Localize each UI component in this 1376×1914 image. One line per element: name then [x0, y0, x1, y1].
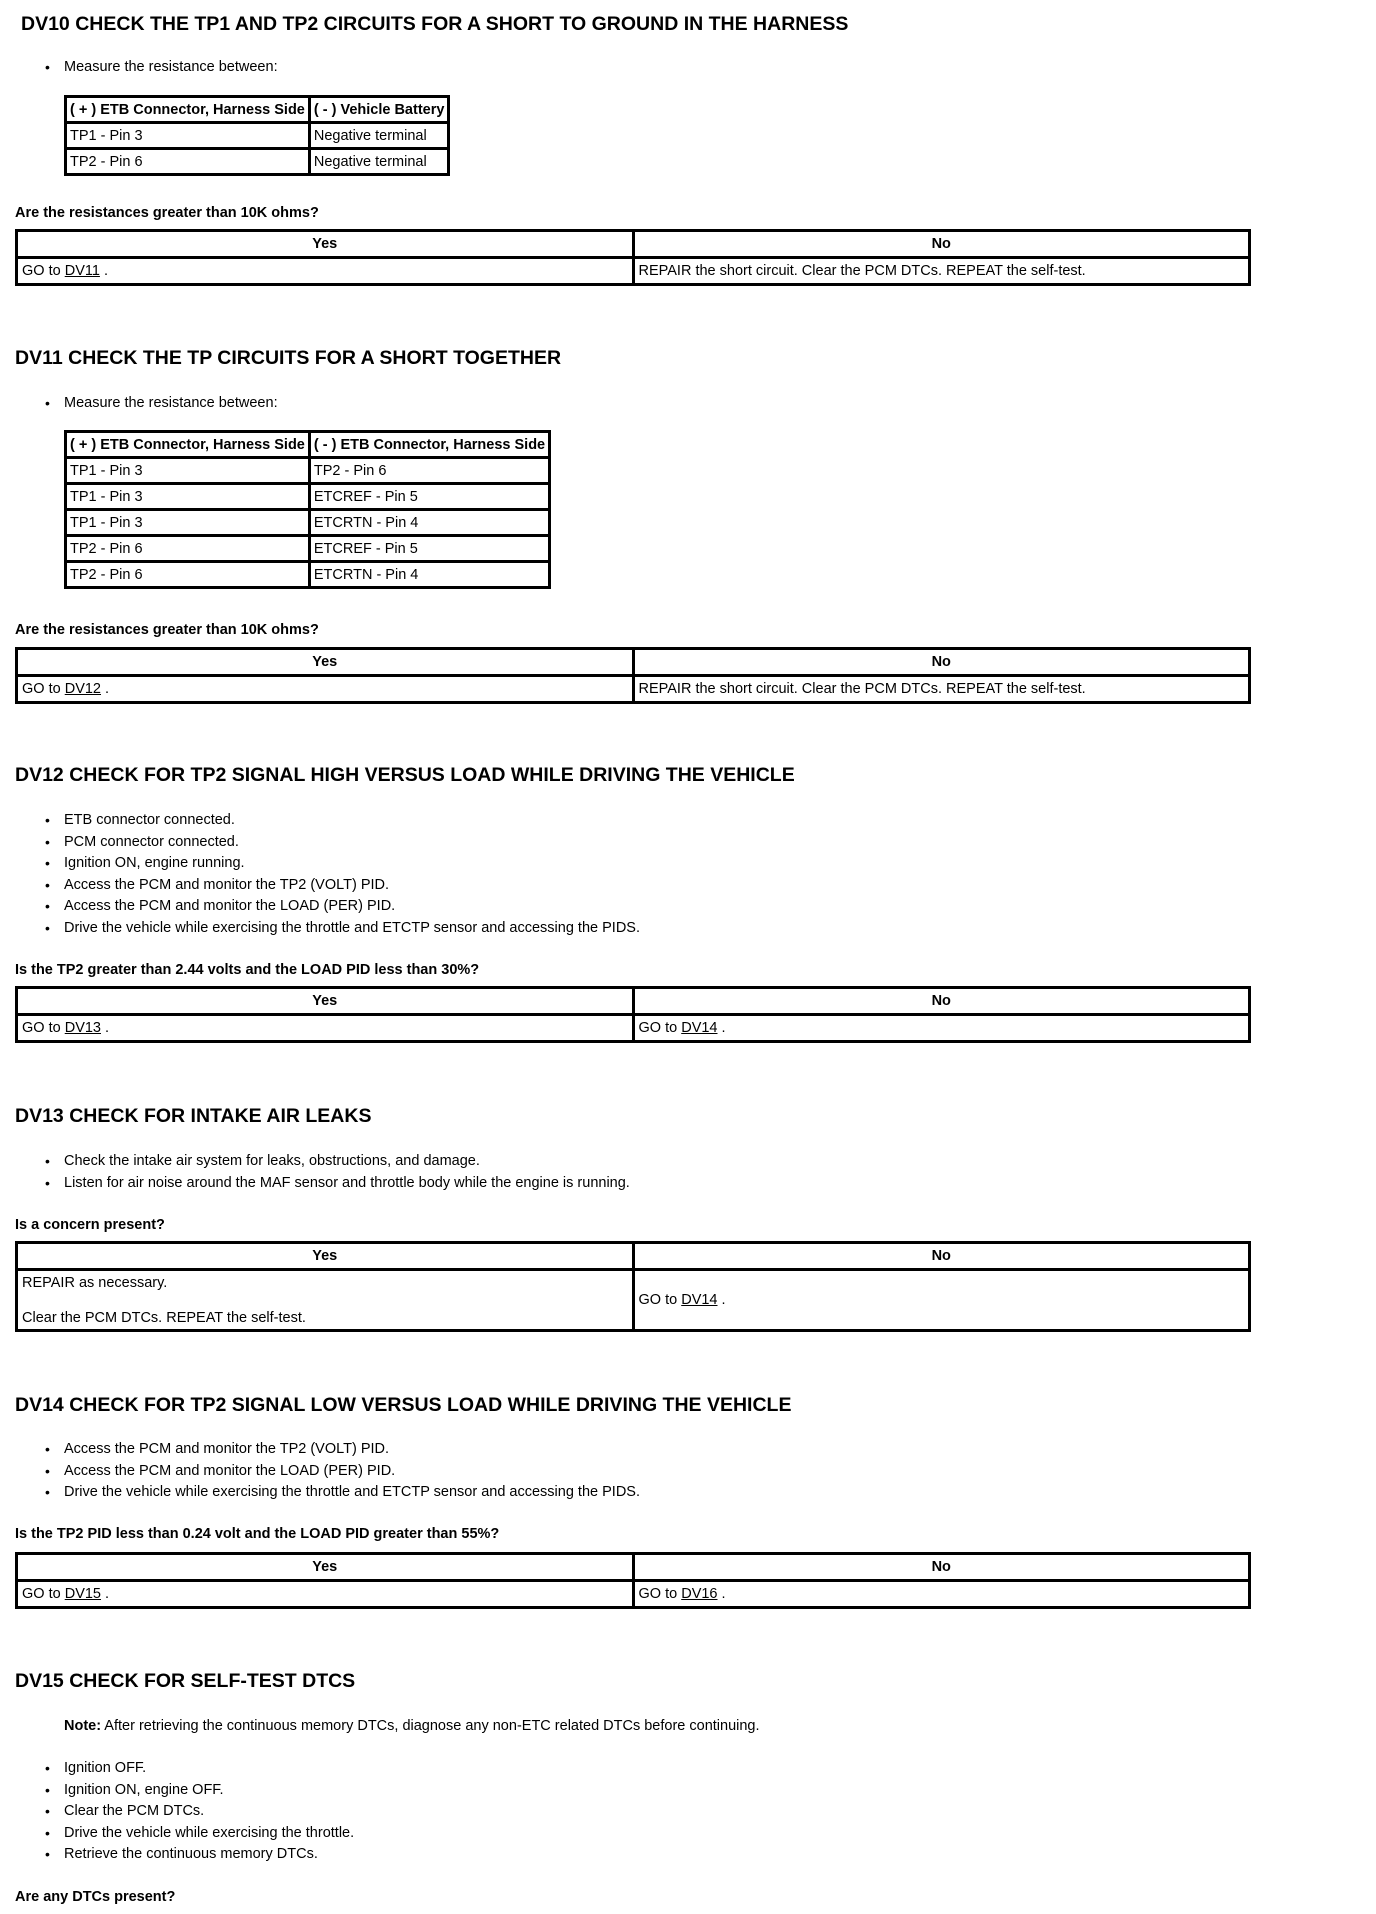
period: .: [721, 1292, 726, 1308]
go-to-text: GO to: [22, 263, 61, 279]
table-row: [66, 536, 550, 562]
yes-header: Yes: [17, 1243, 634, 1270]
dv10-bullets: [15, 57, 278, 79]
table-cell: TP1 - Pin 3: [66, 510, 310, 536]
dv11-yes-no-table: [15, 647, 1251, 704]
dv15-link[interactable]: DV15: [64, 1586, 101, 1602]
go-to-text: GO to: [638, 1292, 678, 1308]
list-item: • Clear the PCM DTCs.: [64, 1801, 354, 1823]
dv13-title: DV13 CHECK FOR INTAKE AIR LEAKS: [15, 1105, 372, 1127]
table-cell: ETCRTN - Pin 4: [309, 510, 549, 536]
list-item: • Access the PCM and monitor the TP2 (VOLT) PID.: [64, 1439, 640, 1461]
dv15-title: DV15 CHECK FOR SELF-TEST DTCS: [15, 1670, 356, 1692]
list-item: • Listen for air noise around the MAF sensor and throttle body while the engine is running.: [64, 1173, 630, 1195]
no-cell: [633, 1270, 1250, 1331]
yes-cell: [17, 676, 634, 703]
table-cell: Negative terminal: [309, 123, 449, 149]
period: .: [721, 1020, 726, 1036]
yes-line-1: REPAIR as necessary.: [22, 1275, 168, 1291]
list-item: • Measure the resistance between:: [64, 393, 278, 415]
dv11-bullets: [15, 393, 278, 415]
dv10-yes-no-table: [15, 229, 1251, 286]
no-cell: [633, 1581, 1250, 1608]
dv13-question: Is a concern present?: [15, 1217, 165, 1233]
table-cell: TP1 - Pin 3: [66, 458, 310, 484]
dv15-note: [64, 1716, 760, 1736]
table-cell: TP2 - Pin 6: [309, 458, 549, 484]
note-label: Note:: [64, 1718, 102, 1734]
yes-cell: [17, 1270, 634, 1331]
list-item: • Access the PCM and monitor the TP2 (VOLT) PID.: [64, 875, 640, 897]
dv11-question: Are the resistances greater than 10K ohms?: [15, 622, 319, 638]
list-item: • ETB connector connected.: [64, 810, 640, 832]
go-to-text: GO to: [22, 681, 61, 697]
dv12-link[interactable]: DV12: [64, 681, 101, 697]
table-row: [66, 458, 550, 484]
table-row: [66, 149, 449, 175]
list-item: • Ignition ON, engine running.: [64, 853, 640, 875]
table-row: [17, 1015, 1250, 1042]
dv13-bullets: [15, 1151, 630, 1194]
table-header: ( + ) ETB Connector, Harness Side: [66, 97, 310, 123]
dv11-link[interactable]: DV11: [64, 263, 100, 279]
go-to-text: GO to: [638, 1020, 678, 1036]
list-item: • Retrieve the continuous memory DTCs.: [64, 1844, 354, 1866]
table-cell: TP2 - Pin 6: [66, 536, 310, 562]
dv10-measure-table: [64, 95, 450, 176]
dv11-title: DV11 CHECK THE TP CIRCUITS FOR A SHORT TOGETHER: [15, 347, 562, 369]
no-header: No: [633, 649, 1250, 676]
no-cell: [633, 1015, 1250, 1042]
dv14-question: Is the TP2 PID less than 0.24 volt and the LOAD PID greater than 55%?: [15, 1526, 500, 1542]
no-cell: REPAIR the short circuit. Clear the PCM DTCs. REPEAT the self-test.: [633, 258, 1250, 285]
no-header: No: [633, 231, 1250, 258]
go-to-text: GO to: [22, 1586, 61, 1602]
yes-cell: [17, 1015, 634, 1042]
table-cell: ETCREF - Pin 5: [309, 484, 549, 510]
dv14-bullets: [15, 1439, 640, 1504]
yes-cell: [17, 258, 634, 285]
table-row: [66, 484, 550, 510]
go-to-text: GO to: [22, 1020, 61, 1036]
no-cell: REPAIR the short circuit. Clear the PCM DTCs. REPEAT the self-test.: [633, 676, 1250, 703]
period: .: [103, 263, 108, 279]
list-item: • Ignition OFF.: [64, 1758, 354, 1780]
dv12-bullets: [15, 810, 640, 939]
no-header: No: [633, 1243, 1250, 1270]
yes-header: Yes: [17, 649, 634, 676]
dv12-title: DV12 CHECK FOR TP2 SIGNAL HIGH VERSUS LOAD WHILE DRIVING THE VEHICLE: [15, 764, 795, 786]
no-header: No: [633, 988, 1250, 1015]
table-header: ( - ) Vehicle Battery: [309, 97, 449, 123]
dv14-link[interactable]: DV14: [681, 1020, 718, 1036]
list-item: • Drive the vehicle while exercising the throttle and ETCTP sensor and accessing the PIDS.: [64, 918, 640, 940]
dv14-link[interactable]: DV14: [681, 1292, 718, 1308]
dv16-link[interactable]: DV16: [681, 1586, 718, 1602]
dv14-yes-no-table: [15, 1552, 1251, 1609]
dv14-title: DV14 CHECK FOR TP2 SIGNAL LOW VERSUS LOAD WHILE DRIVING THE VEHICLE: [15, 1394, 792, 1416]
list-item: • Measure the resistance between:: [64, 57, 278, 79]
dv13-yes-no-table: [15, 1241, 1251, 1332]
table-row: [17, 676, 1250, 703]
table-row: [66, 510, 550, 536]
dv10-title: DV10 CHECK THE TP1 AND TP2 CIRCUITS FOR A SHORT TO GROUND IN THE HARNESS: [21, 13, 849, 35]
yes-header: Yes: [17, 1554, 634, 1581]
dv10-question: Are the resistances greater than 10K ohms?: [15, 205, 319, 221]
dv15-question: Are any DTCs present?: [15, 1889, 176, 1905]
dv13-link[interactable]: DV13: [64, 1020, 101, 1036]
dv11-measure-table: [64, 430, 551, 589]
dv12-yes-no-table: [15, 986, 1251, 1043]
table-cell: ETCRTN - Pin 4: [309, 562, 549, 588]
period: .: [105, 681, 110, 697]
period: .: [105, 1020, 110, 1036]
list-item: • Ignition ON, engine OFF.: [64, 1780, 354, 1802]
table-row: [17, 1270, 1250, 1331]
table-cell: Negative terminal: [309, 149, 449, 175]
table-cell: TP1 - Pin 3: [66, 484, 310, 510]
table-cell: TP2 - Pin 6: [66, 562, 310, 588]
table-header: ( + ) ETB Connector, Harness Side: [66, 432, 310, 458]
table-row: [66, 562, 550, 588]
table-header: ( - ) ETB Connector, Harness Side: [309, 432, 549, 458]
table-cell: ETCREF - Pin 5: [309, 536, 549, 562]
yes-header: Yes: [17, 988, 634, 1015]
period: .: [105, 1586, 110, 1602]
yes-line-2: Clear the PCM DTCs. REPEAT the self-test.: [22, 1310, 306, 1326]
list-item: • PCM connector connected.: [64, 832, 640, 854]
dv12-question: Is the TP2 greater than 2.44 volts and the LOAD PID less than 30%?: [15, 962, 480, 978]
table-row: [66, 123, 449, 149]
list-item: • Access the PCM and monitor the LOAD (PER) PID.: [64, 896, 640, 918]
no-header: No: [633, 1554, 1250, 1581]
yes-header: Yes: [17, 231, 634, 258]
table-cell: TP1 - Pin 3: [66, 123, 310, 149]
list-item: • Access the PCM and monitor the LOAD (PER) PID.: [64, 1461, 640, 1483]
table-cell: TP2 - Pin 6: [66, 149, 310, 175]
dv15-bullets: [15, 1758, 354, 1866]
table-row: [17, 258, 1250, 285]
list-item: • Drive the vehicle while exercising the throttle and ETCTP sensor and accessing the PIDS.: [64, 1482, 640, 1504]
go-to-text: GO to: [638, 1586, 678, 1602]
list-item: • Check the intake air system for leaks, obstructions, and damage.: [64, 1151, 630, 1173]
table-row: [17, 1581, 1250, 1608]
list-item: • Drive the vehicle while exercising the throttle.: [64, 1823, 354, 1845]
note-text: After retrieving the continuous memory DTCs, diagnose any non-ETC related DTCs before continuing.: [101, 1718, 760, 1734]
yes-cell: [17, 1581, 634, 1608]
period: .: [721, 1586, 726, 1602]
